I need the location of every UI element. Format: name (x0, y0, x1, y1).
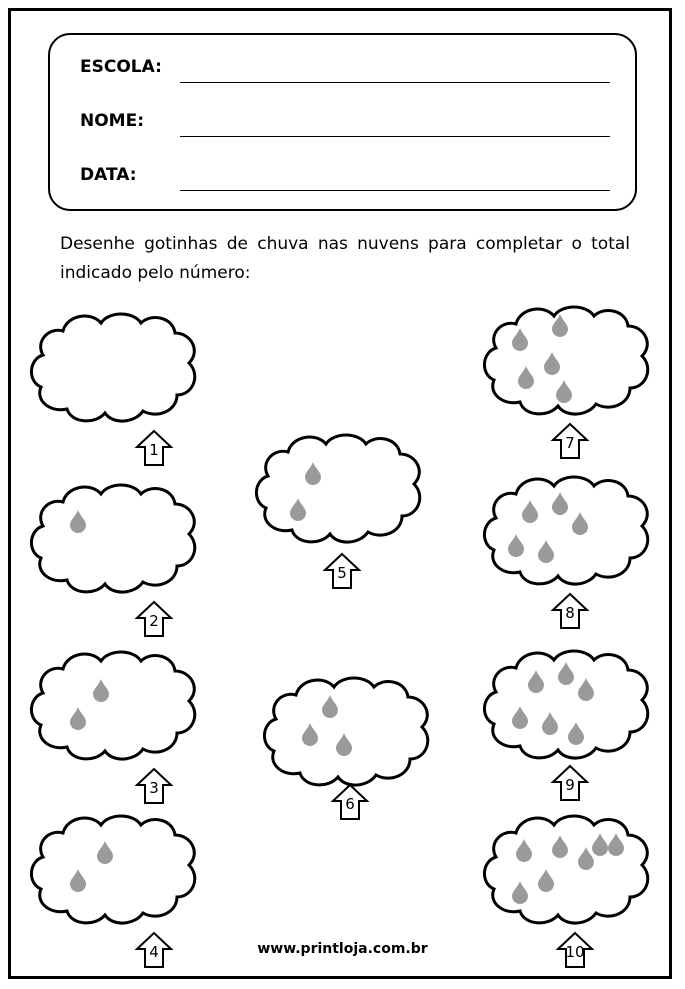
cloud-7-drawing (486, 306, 651, 454)
cloud-7-number: 7 (565, 434, 575, 452)
cloud-outline (484, 477, 647, 584)
date-line[interactable] (180, 190, 610, 191)
cloud-outline (31, 652, 194, 759)
name-line[interactable] (180, 136, 610, 137)
cloud-outline (31, 485, 194, 592)
cloud-8-number: 8 (565, 604, 575, 622)
instructions-text: Desenhe gotinhas de chuva nas nuvens para completar o total indicado pelo número: (60, 234, 630, 283)
cloud-5-number: 5 (337, 564, 347, 582)
cloud-outline (264, 678, 427, 785)
name-field[interactable] (80, 111, 610, 139)
cloud-5[interactable] (258, 434, 423, 582)
cloud-8[interactable] (486, 476, 651, 624)
cloud-outline (256, 435, 419, 542)
cloud-outline (31, 816, 194, 923)
name-label: NOME: (80, 111, 145, 131)
cloud-9[interactable] (486, 650, 651, 798)
cloud-3[interactable] (33, 651, 198, 799)
cloud-8-drawing (486, 476, 651, 624)
cloud-10-number: 10 (565, 943, 585, 961)
cloud-6[interactable] (266, 677, 431, 825)
student-info-box (48, 33, 637, 211)
cloud-1-drawing (33, 313, 198, 461)
cloud-2-drawing (33, 484, 198, 632)
cloud-3-number: 3 (149, 779, 159, 797)
cloud-4-number: 4 (149, 943, 159, 961)
cloud-3-drawing (33, 651, 198, 799)
school-line[interactable] (180, 82, 610, 83)
cloud-7[interactable] (486, 306, 651, 454)
cloud-9-number: 9 (565, 776, 575, 794)
cloud-outline (484, 816, 647, 923)
cloud-6-number: 6 (345, 795, 355, 813)
school-label: ESCOLA: (80, 57, 162, 77)
cloud-outline (31, 314, 194, 421)
school-field[interactable] (80, 57, 610, 85)
cloud-2-number: 2 (149, 612, 159, 630)
cloud-2[interactable] (33, 484, 198, 632)
footer-website: www.printloja.com.br (257, 941, 428, 957)
cloud-1-number: 1 (149, 441, 159, 459)
cloud-5-drawing (258, 434, 423, 582)
date-field[interactable] (80, 165, 610, 193)
cloud-1[interactable] (33, 313, 198, 461)
date-label: DATA: (80, 165, 137, 185)
